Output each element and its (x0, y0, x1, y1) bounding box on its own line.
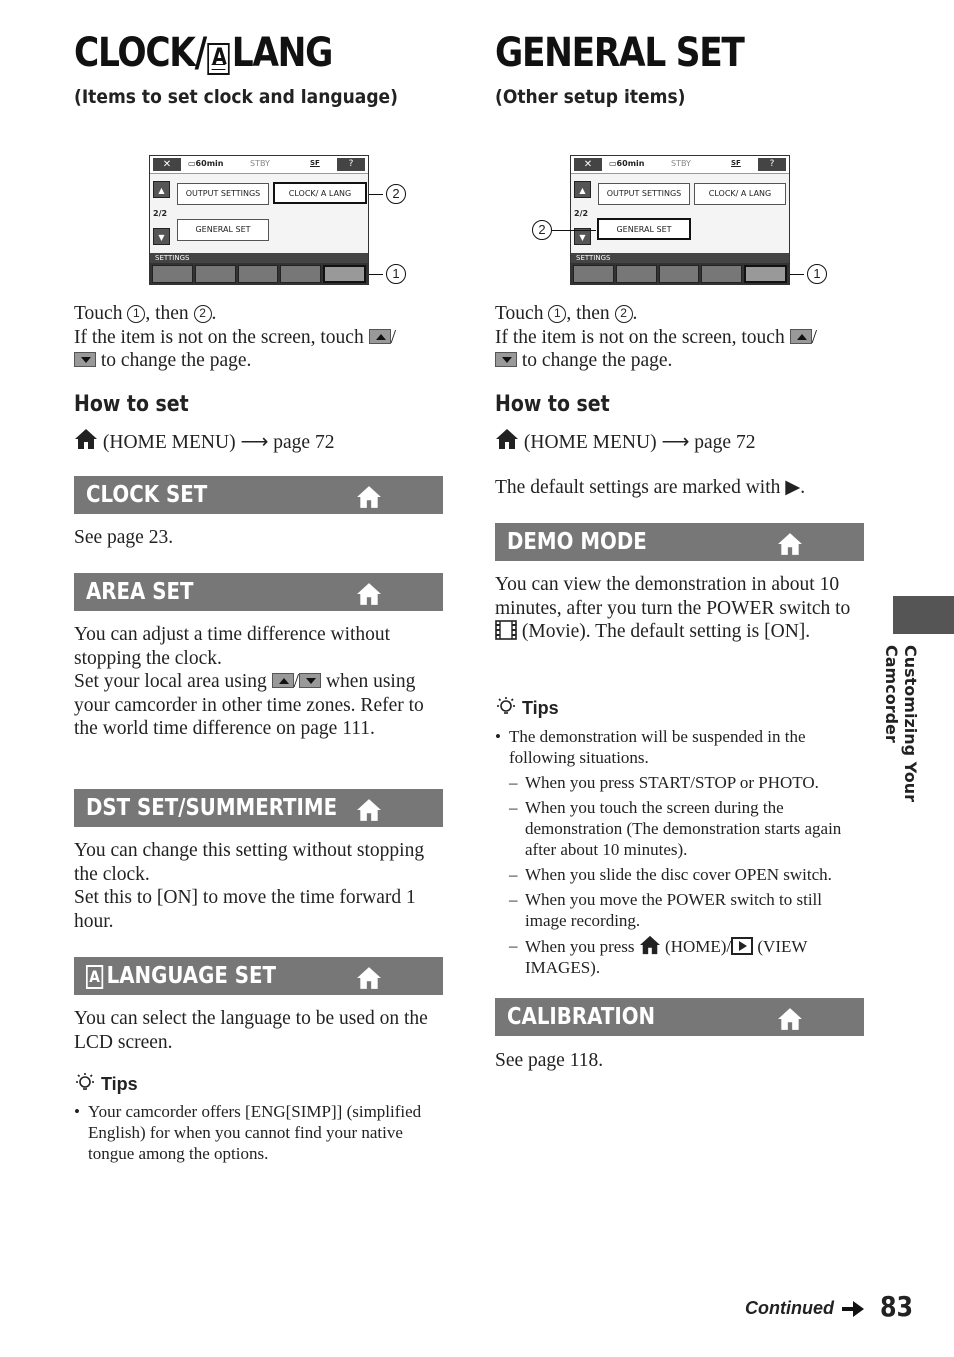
clock-set-text: See page 23. (74, 527, 174, 548)
lcd-page-number: 2/2 (574, 209, 589, 218)
page-subtitle: (Items to set clock and language) (74, 86, 398, 108)
list-item: – When you press (HOME)/ (VIEW IMAGES). (495, 935, 863, 978)
callout-2: 2 (386, 184, 406, 204)
status-text: STBY (250, 159, 270, 168)
callout-line (369, 194, 383, 195)
tips-heading: Tips (74, 1072, 138, 1095)
page-up-icon: ▲ (574, 181, 591, 198)
callout-line (790, 274, 804, 275)
lcd-general-set-button: GENERAL SET (177, 219, 269, 241)
lcd-settings-bar: SETTINGS (150, 253, 368, 263)
page-down-icon: ▼ (574, 228, 591, 245)
section-language-set: A LANGUAGE SET (74, 957, 443, 995)
battery-indicator: ▭60min (188, 159, 224, 168)
sf-indicator: SF (731, 159, 741, 167)
lcd-tab-row (571, 263, 789, 285)
touch-instruction: Touch 1 , then 2 . If the item is not on the screen, touch / to change the page. (74, 303, 397, 371)
lcd-tab-settings (323, 265, 366, 283)
home-icon (74, 428, 98, 450)
callout-2: 2 (532, 220, 552, 240)
default-settings-note: The default settings are marked with ▶. (495, 477, 806, 498)
home-icon (356, 582, 382, 606)
lcd-tab (573, 265, 614, 283)
page-up-icon (272, 673, 294, 688)
lcd-clock-lang-button: CLOCK/ A LANG (273, 182, 367, 204)
callout-line (369, 274, 383, 275)
section-clock-set: CLOCK SET (74, 476, 443, 514)
home-icon (356, 966, 382, 990)
lcd-tab (238, 265, 279, 283)
film-icon (495, 620, 517, 640)
continued-label: Continued (745, 1298, 834, 1318)
lcd-tab (659, 265, 700, 283)
page-up-icon (369, 329, 391, 344)
lcd-output-settings-button: OUTPUT SETTINGS (177, 183, 269, 205)
section-area-set: AREA SET (74, 573, 443, 611)
lcd-tab (195, 265, 236, 283)
demo-mode-text: You can view the demonstration in about 10 minutes, after you turn the POWER switch to (Movie). The default setting is [ON]. (495, 574, 851, 642)
chapter-tab (893, 596, 954, 634)
how-to-set-heading: How to set (495, 392, 610, 417)
lcd-tab-settings (744, 265, 787, 283)
home-icon (356, 485, 382, 509)
page-down-icon (299, 673, 321, 688)
home-icon (495, 428, 519, 450)
page-number: 83 (880, 1290, 914, 1323)
lcd-tab (280, 265, 321, 283)
callout-1: 1 (807, 264, 827, 284)
lcd-tab-row (150, 263, 368, 285)
help-icon: ? (337, 158, 365, 171)
list-item: – When you move the POWER switch to still image recording. (495, 889, 863, 931)
language-glyph-icon: A (208, 43, 230, 75)
home-icon (777, 1007, 803, 1031)
tips-list (495, 726, 863, 978)
language-glyph-icon: A (86, 965, 103, 989)
section-demo-mode: DEMO MODE (495, 523, 864, 561)
lcd-top-bar (571, 156, 789, 174)
lcd-settings-bar: SETTINGS (571, 253, 789, 263)
section-calibration: CALIBRATION (495, 998, 864, 1036)
how-to-set-heading: How to set (74, 392, 189, 417)
close-icon: ✕ (574, 158, 602, 171)
chapter-label: Customizing Your Camcorder (882, 645, 920, 803)
lcd-screen-illustration (570, 155, 790, 285)
dst-set-text: You can change this setting without stopping the clock. Set this to [ON] to move the time forward 1 hour. (74, 840, 425, 932)
home-icon (639, 935, 661, 955)
page-down-icon (495, 352, 517, 367)
touch-instruction: Touch 1 , then 2 . If the item is not on the screen, touch / to change the page. (495, 303, 818, 371)
language-set-text: You can select the language to be used on the LCD screen. (74, 1008, 428, 1053)
list-item: – When you slide the disc cover OPEN switch. (495, 864, 863, 885)
lcd-clock-lang-button: CLOCK/ A LANG (694, 183, 786, 205)
home-menu-reference: (HOME MENU) ⟶ page 72 (74, 428, 334, 455)
list-item: – When you touch the screen during the demonstration (The demonstration starts again after about 10 minutes). (495, 797, 863, 860)
area-set-text: You can adjust a time difference without stopping the clock. Set your local area using / when using your camcorder in other time zones. Refer to the world time difference on page 111. (74, 624, 424, 739)
home-icon (356, 798, 382, 822)
lcd-screen-illustration (149, 155, 369, 285)
lcd-page-number: 2/2 (153, 209, 168, 218)
status-text: STBY (671, 159, 691, 168)
callout-1: 1 (386, 264, 406, 284)
lcd-top-bar (150, 156, 368, 174)
lcd-output-settings-button: OUTPUT SETTINGS (598, 183, 690, 205)
play-icon (731, 937, 753, 955)
list-item: • The demonstration will be suspended in the following situations. (495, 726, 863, 768)
tips-heading: Tips (495, 696, 559, 719)
page-up-icon: ▲ (153, 181, 170, 198)
close-icon: ✕ (153, 158, 181, 171)
page-title-general-set: GENERAL SET (495, 30, 744, 76)
page-subtitle: (Other setup items) (495, 86, 686, 108)
tips-bulb-icon (495, 696, 517, 718)
lcd-general-set-button: GENERAL SET (597, 218, 691, 240)
page-down-icon: ▼ (153, 228, 170, 245)
tips-bulb-icon (74, 1072, 96, 1094)
lcd-tab (616, 265, 657, 283)
battery-indicator: ▭60min (609, 159, 645, 168)
callout-line (552, 230, 596, 231)
arrow-right-icon (842, 1301, 864, 1317)
page-down-icon (74, 352, 96, 367)
section-dst-set: DST SET/SUMMERTIME (74, 789, 443, 827)
home-menu-reference: (HOME MENU) ⟶ page 72 (495, 428, 755, 455)
list-item: • Your camcorder offers [ENG[SIMP]] (simplified English) for when you cannot find your native tongue among the options. (74, 1101, 446, 1164)
lcd-tab (701, 265, 742, 283)
lcd-tab (152, 265, 193, 283)
tips-list (74, 1101, 446, 1164)
list-item: – When you press START/STOP or PHOTO. (495, 772, 863, 793)
help-icon: ? (758, 158, 786, 171)
page-up-icon (790, 329, 812, 344)
home-icon (777, 532, 803, 556)
sf-indicator: SF (310, 159, 320, 167)
calibration-text: See page 118. (495, 1050, 604, 1071)
page-title-clock-lang: CLOCK/ A LANG (74, 30, 333, 76)
